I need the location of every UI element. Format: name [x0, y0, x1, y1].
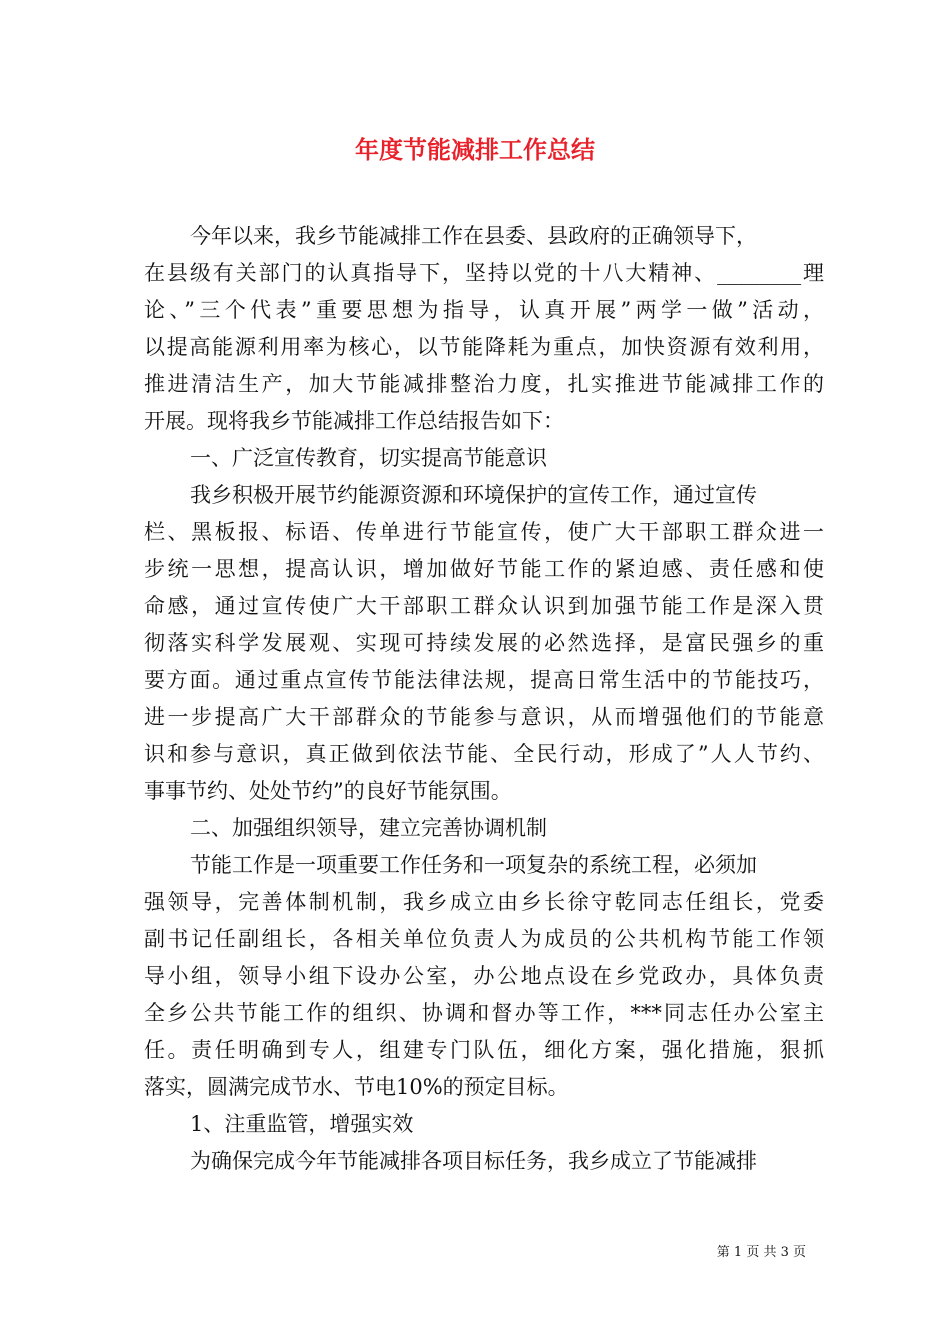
text-line: 副书记任副组长，各相关单位负责人为成员的公共机构节能工作领 — [144, 927, 824, 951]
text-line: 任。责任明确到专人，组建专门队伍，细化方案，强化措施，狠抓 — [144, 1038, 824, 1062]
text-line: 开展。现将我乡节能减排工作总结报告如下： — [144, 409, 564, 433]
text-line: 要方面。通过重点宣传节能法律法规，提高日常生活中的节能技巧， — [144, 668, 824, 692]
text-line: 栏、黑板报、标语、传单进行节能宣传，使广大干部职工群众进一 — [144, 520, 824, 544]
text-line: 论、”三个代表”重要思想为指导，认真开展”两学一做”活动， — [144, 298, 824, 322]
text-line: 全乡公共节能工作的组织、协调和督办等工作，***同志任办公室主 — [144, 1001, 824, 1025]
text-line: 节能工作是一项重要工作任务和一项复杂的系统工程，必须加 — [190, 853, 757, 877]
text-line: 推进清洁生产，加大节能减排整治力度，扎实推进节能减排工作的 — [144, 372, 824, 396]
section-heading: 二、加强组织领导，建立完善协调机制 — [190, 816, 547, 840]
text-line: 彻落实科学发展观、实现可持续发展的必然选择，是富民强乡的重 — [144, 631, 824, 655]
text-line: 导小组，领导小组下设办公室，办公地点设在乡党政办，具体负责 — [144, 964, 824, 988]
text-line: 落实，圆满完成节水、节电10%的预定目标。 — [144, 1075, 569, 1099]
text-line: 今年以来，我乡节能减排工作在县委、县政府的正确领导下， — [190, 224, 757, 248]
text-line: 命感，通过宣传使广大干部职工群众认识到加强节能工作是深入贯 — [144, 594, 824, 618]
text-line: 事事节约、处处节约”的良好节能氛围。 — [144, 779, 512, 803]
section-heading: 一、广泛宣传教育，切实提高节能意识 — [190, 446, 547, 470]
subsection-heading: 1、注重监管，增强实效 — [190, 1112, 414, 1136]
text-line: 我乡积极开展节约能源资源和环境保护的宣传工作，通过宣传 — [190, 483, 757, 507]
text-line: 步统一思想，提高认识，增加做好节能工作的紧迫感、责任感和使 — [144, 557, 824, 581]
page-title: 年度节能减排工作总结 — [355, 135, 595, 164]
text-line: 为确保完成今年节能减排各项目标任务，我乡成立了节能减排 — [190, 1149, 757, 1173]
page-number: 第 1 页 共 3 页 — [716, 1245, 806, 1260]
text-line: 识和参与意识，真正做到依法节能、全民行动，形成了”人人节约、 — [144, 742, 824, 766]
document-body — [144, 218, 824, 1180]
text-line: 以提高能源利用率为核心，以节能降耗为重点，加快资源有效利用， — [144, 335, 824, 359]
text-line: 在县级有关部门的认真指导下，坚持以党的十八大精神、________理 — [144, 261, 824, 285]
text-line: 强领导，完善体制机制，我乡成立由乡长徐守乾同志任组长，党委 — [144, 890, 824, 914]
text-line: 进一步提高广大干部群众的节能参与意识，从而增强他们的节能意 — [144, 705, 824, 729]
